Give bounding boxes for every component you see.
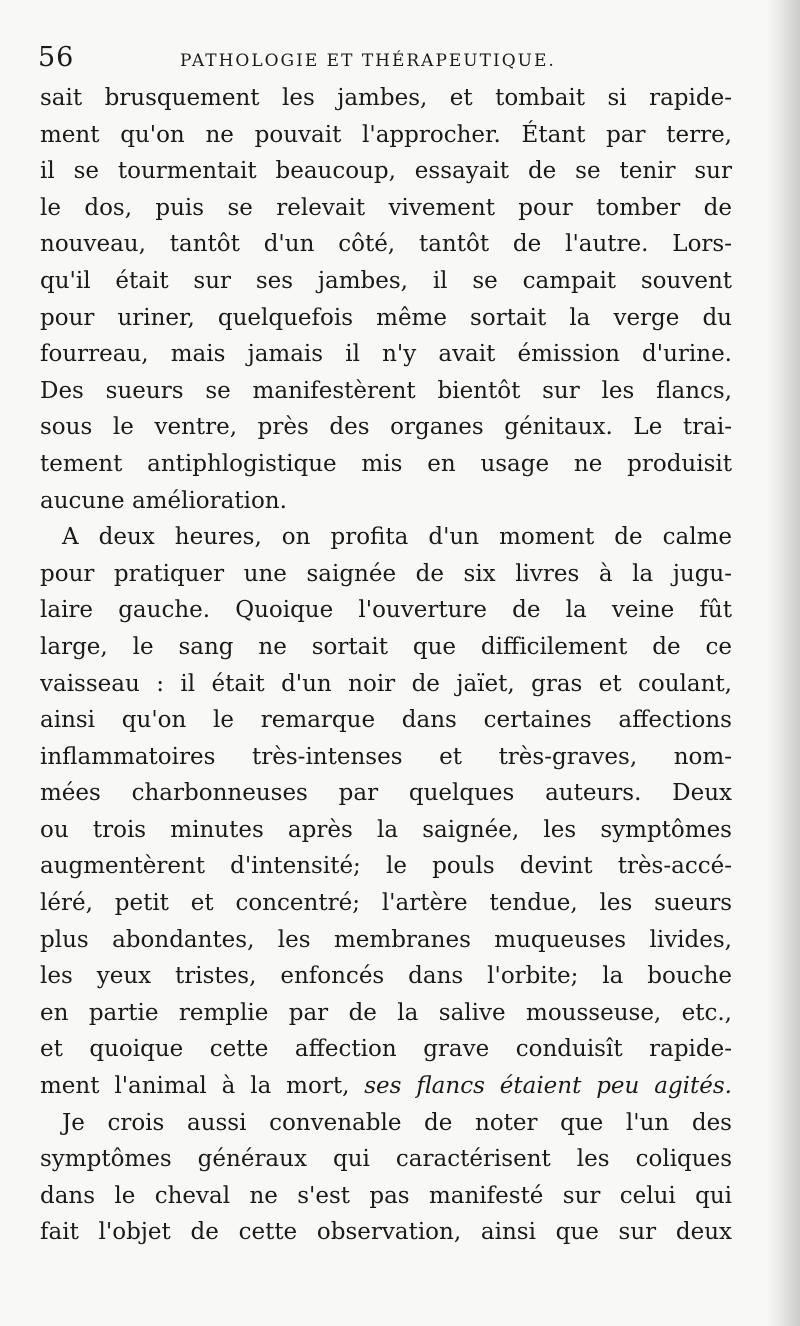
text-line-25: les yeux tristes, enfoncés dans l'orbite; la bouche bbox=[40, 963, 732, 990]
text-line-28-roman: ment l'animal à la mort, bbox=[40, 1073, 365, 1100]
text-line-17: vaisseau : il était d'un noir de jaïet, gras et coulant, bbox=[40, 670, 732, 697]
text-line-16: large, le sang ne sortait que difficilement de ce bbox=[40, 633, 732, 660]
body-text bbox=[40, 80, 732, 1251]
text-line-1: sait brusquement les jambes, et tombait si rapide- bbox=[40, 85, 732, 111]
text-line-21: ou trois minutes après la saignée, les symptômes bbox=[40, 816, 732, 843]
text-line-32: fait l'objet de cette observation, ainsi que sur deux bbox=[40, 1219, 732, 1246]
text-line-29: Je crois aussi convenable de noter que l'un des bbox=[62, 1109, 732, 1136]
italic-phrase: ses flancs étaient peu agités. bbox=[364, 1073, 732, 1100]
text-line-11: tement antiphlogistique mis en usage ne produisit bbox=[40, 450, 732, 477]
text-line-3: il se tourmentait beaucoup, essayait de se tenir sur bbox=[40, 158, 732, 185]
text-line-14: pour pratiquer une saignée de six livres à la jugu- bbox=[40, 560, 732, 587]
page-edge-shadow bbox=[766, 0, 800, 1326]
text-line-30: symptômes généraux qui caractérisent les coliques bbox=[40, 1146, 732, 1173]
text-line-18: ainsi qu'on le remarque dans certaines affections bbox=[40, 707, 732, 734]
text-line-31: dans le cheval ne s'est pas manifesté sur celui qui bbox=[40, 1182, 732, 1209]
text-line-7: pour uriner, quelquefois même sortait la verge du bbox=[40, 304, 732, 331]
text-line-28 bbox=[40, 1068, 732, 1105]
text-line-5: nouveau, tantôt d'un côté, tantôt de l'autre. Lors- bbox=[40, 231, 732, 258]
text-line-8: fourreau, mais jamais il n'y avait émission d'urine. bbox=[40, 341, 732, 368]
text-line-10: sous le ventre, près des organes génitaux. Le trai- bbox=[40, 414, 732, 441]
text-line-6: qu'il était sur ses jambes, il se campait souvent bbox=[40, 267, 732, 294]
page-number: 56 bbox=[38, 42, 75, 73]
text-line-22: augmentèrent d'intensité; le pouls devint très-accé- bbox=[40, 853, 732, 880]
text-line-19: inflammatoires très-intenses et très-graves, nom- bbox=[40, 743, 732, 770]
text-line-9: Des sueurs se manifestèrent bientôt sur les flancs, bbox=[40, 377, 732, 404]
text-line-12: aucune amélioration. bbox=[40, 487, 287, 514]
text-line-15: laire gauche. Quoique l'ouverture de la veine fût bbox=[40, 597, 732, 624]
page-header bbox=[38, 42, 738, 78]
text-line-27: et quoique cette affection grave conduisît rapide- bbox=[40, 1036, 732, 1063]
text-line-26: en partie remplie par de la salive mousseuse, etc., bbox=[40, 999, 732, 1026]
text-line-4: le dos, puis se relevait vivement pour tomber de bbox=[40, 194, 732, 221]
text-line-24: plus abondantes, les membranes muqueuses livides, bbox=[40, 926, 732, 953]
text-line-20: mées charbonneuses par quelques auteurs. Deux bbox=[40, 780, 732, 807]
running-title: PATHOLOGIE ET THÉRAPEUTIQUE. bbox=[180, 51, 556, 71]
text-line-13: A deux heures, on profita d'un moment de calme bbox=[62, 524, 732, 551]
text-line-2: ment qu'on ne pouvait l'approcher. Étant par terre, bbox=[40, 121, 732, 148]
text-line-23: léré, petit et concentré; l'artère tendue, les sueurs bbox=[40, 890, 732, 917]
